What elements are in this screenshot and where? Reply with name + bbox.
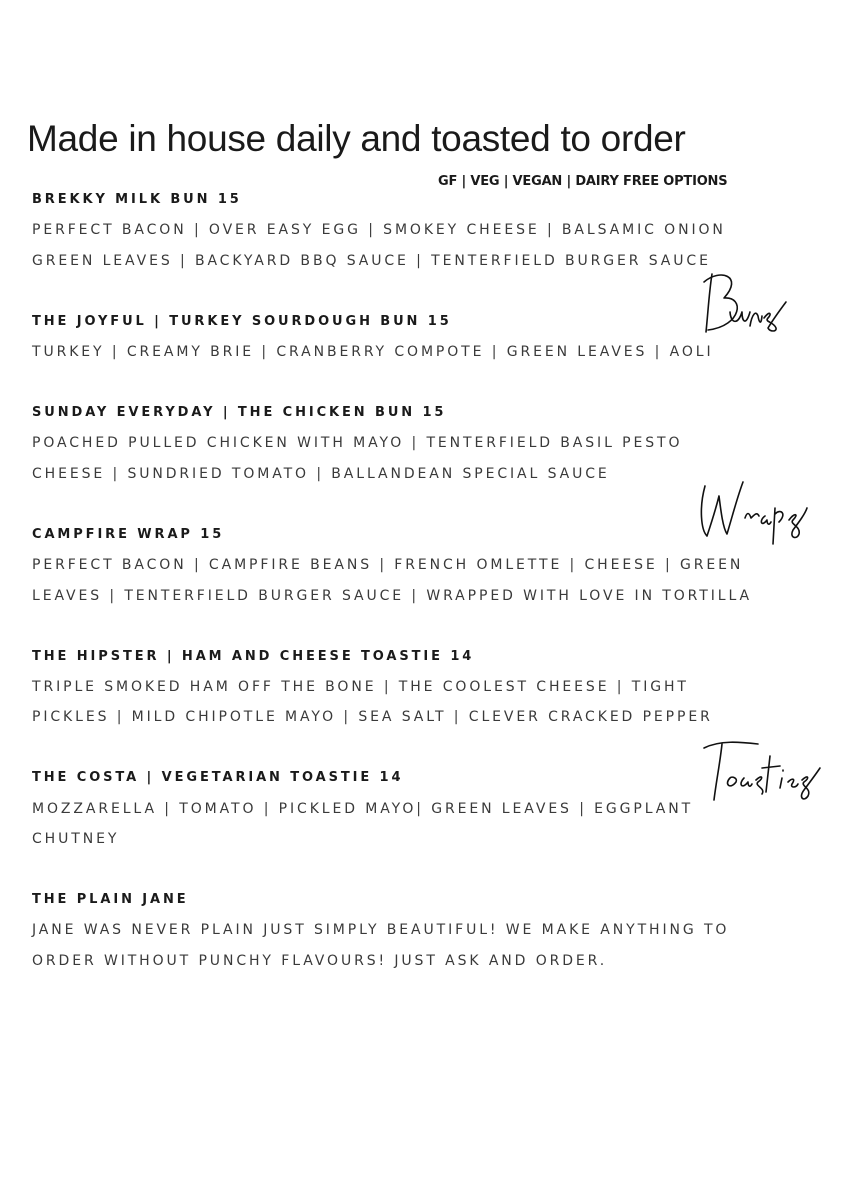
toasties-script-label	[700, 738, 825, 808]
menu-item-description-line: LEAVES | TENTERFIELD BURGER SAUCE | WRAPPED WITH LOVE IN TORTILLA	[32, 588, 752, 604]
menu-item-description-line: ORDER WITHOUT PUNCHY FLAVOURS! JUST ASK AND ORDER.	[32, 953, 608, 969]
menu-item-description-line: CHUTNEY	[32, 831, 120, 847]
menu-item-description-line: TURKEY | CREAMY BRIE | CRANBERRY COMPOTE | GREEN LEAVES | AOLI	[32, 344, 714, 360]
menu-item-title: BREKKY MILK BUN 15	[32, 192, 242, 207]
menu-item-title: CAMPFIRE WRAP 15	[32, 527, 225, 542]
menu-item-description-line: JANE WAS NEVER PLAIN JUST SIMPLY BEAUTIFUL! WE MAKE ANYTHING TO	[32, 922, 730, 938]
wraps-script-label	[695, 478, 810, 548]
dietary-options-note: GF | VEG | VEGAN | DAIRY FREE OPTIONS	[438, 174, 728, 189]
buns-script-label	[700, 268, 790, 338]
menu-item-title: THE HIPSTER | HAM AND CHEESE TOASTIE 14	[32, 649, 475, 664]
menu-item-description-line: PERFECT BACON | OVER EASY EGG | SMOKEY CHEESE | BALSAMIC ONION	[32, 222, 726, 238]
menu-item-description-line: MOZZARELLA | TOMATO | PICKLED MAYO| GREEN LEAVES | EGGPLANT	[32, 801, 694, 817]
menu-item-title: THE COSTA | VEGETARIAN TOASTIE 14	[32, 770, 404, 785]
menu-heading: Made in house daily and toasted to order	[27, 118, 686, 159]
menu-item-title: SUNDAY EVERYDAY | THE CHICKEN BUN 15	[32, 405, 447, 420]
menu-item-description-line: CHEESE | SUNDRIED TOMATO | BALLANDEAN SPECIAL SAUCE	[32, 466, 610, 482]
menu-item-description-line: GREEN LEAVES | BACKYARD BBQ SAUCE | TENTERFIELD BURGER SAUCE	[32, 253, 711, 269]
menu-item-description-line: POACHED PULLED CHICKEN WITH MAYO | TENTERFIELD BASIL PESTO	[32, 435, 683, 451]
menu-item-description-line: PICKLES | MILD CHIPOTLE MAYO | SEA SALT | CLEVER CRACKED PEPPER	[32, 709, 713, 725]
menu-item-title: THE JOYFUL | TURKEY SOURDOUGH BUN 15	[32, 314, 452, 329]
menu-item-description-line: PERFECT BACON | CAMPFIRE BEANS | FRENCH OMLETTE | CHEESE | GREEN	[32, 557, 744, 573]
menu-item-title: THE PLAIN JANE	[32, 892, 189, 907]
menu-item-description-line: TRIPLE SMOKED HAM OFF THE BONE | THE COOLEST CHEESE | TIGHT	[32, 679, 689, 695]
